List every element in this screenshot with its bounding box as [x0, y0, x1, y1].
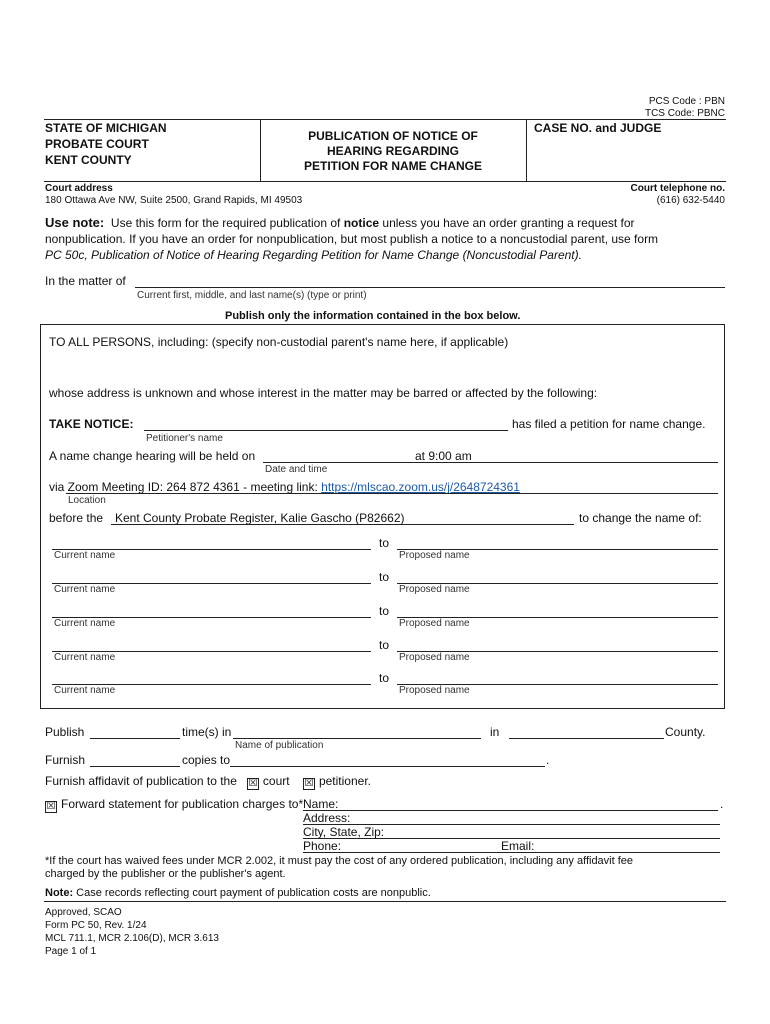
to-label-2: to — [379, 570, 390, 584]
header-bottom-rule — [44, 181, 726, 182]
proposed-name-caption-4: Proposed name — [399, 652, 470, 663]
forward-address-label: Address: — [303, 811, 351, 825]
copies-period: . — [546, 753, 550, 767]
affidavit-text: Furnish affidavit of publication to the — [45, 774, 237, 788]
zoom-link[interactable]: https://mlscao.zoom.us/j/2648724361 — [321, 480, 520, 494]
petitioner-name-input[interactable] — [144, 430, 508, 431]
hearing-text: A name change hearing will be held on — [49, 449, 256, 463]
proposed-name-caption-3: Proposed name — [399, 618, 470, 629]
form-title-line-3: PETITION FOR NAME CHANGE — [303, 159, 482, 173]
footer — [45, 906, 219, 958]
note-text: Case records reflecting court payment of publication costs are nonpublic. — [76, 887, 431, 899]
before-label: before the — [49, 511, 104, 525]
hearing-time: at 9:00 am — [415, 449, 472, 463]
footer-form-no: Form PC 50, Rev. 1/24 — [45, 920, 147, 931]
petitioner-caption: Petitioner's name — [146, 433, 223, 444]
copies-to-input[interactable] — [230, 766, 545, 767]
court-checkbox-label: court — [262, 774, 290, 788]
use-note — [45, 215, 735, 263]
header-divider-1 — [260, 119, 261, 181]
to-change-text: to change the name of: — [579, 511, 702, 525]
footer-rule — [44, 901, 726, 902]
whose-address-text: whose address is unknown and whose interest in the matter may be barred or affected by the following: — [49, 386, 598, 400]
affidavit-line — [45, 774, 371, 790]
note-line — [45, 887, 431, 899]
times-in-text: time(s) in — [182, 725, 232, 739]
location-line — [49, 480, 520, 494]
to-label-1: to — [379, 536, 390, 550]
forward-name-period: . — [720, 797, 724, 811]
petitioner-checkbox[interactable]: ☒ — [304, 778, 314, 789]
pcs-code: PCS Code : PBN — [648, 96, 725, 107]
matter-caption: Current first, middle, and last name(s) (type or print) — [137, 290, 367, 301]
use-note-line-2: nonpublication. If you have an order for nonpublication, but most publish a notice to a noncustodial parent, use form — [45, 232, 659, 246]
to-label-3: to — [379, 604, 390, 618]
use-note-bold-word: notice — [343, 216, 380, 230]
use-note-text-1: Use this form for the required publication of — [110, 216, 341, 230]
furnish-count-input[interactable] — [90, 766, 180, 767]
matter-input[interactable] — [135, 287, 725, 288]
waiver-line-1: *If the court has waived fees under MCR 2.002, it must pay the cost of any ordered publication, including any affidavit fee — [45, 855, 634, 867]
publish-label: Publish — [45, 725, 85, 739]
to-label-5: to — [379, 671, 390, 685]
use-note-text-2: unless you have an order granting a request for — [382, 216, 635, 230]
to-all-persons: TO ALL PERSONS, including: (specify non-custodial parent's name here, if applicable) — [49, 335, 509, 349]
proposed-name-caption-1: Proposed name — [399, 550, 470, 561]
form-title-line-1: PUBLICATION OF NOTICE OF — [308, 129, 478, 143]
forward-checkbox[interactable]: ☒ — [46, 801, 56, 812]
publication-name-caption: Name of publication — [235, 740, 324, 751]
court-address: 180 Ottawa Ave NW, Suite 2500, Grand Rapids, MI 49503 — [45, 195, 303, 206]
before-value: Kent County Probate Register, Kalie Gascho (P82662) — [115, 511, 405, 525]
court-phone-label: Court telephone no. — [630, 183, 725, 194]
note-label: Note: — [45, 887, 74, 899]
to-label-4: to — [379, 638, 390, 652]
use-note-line-3: PC 50c, Publication of Notice of Hearing Regarding Petition for Name Change (Noncustodial Parent). — [45, 248, 582, 262]
publish-only-heading: Publish only the information contained in the box below. — [225, 310, 521, 322]
form-title — [262, 129, 524, 174]
location-input[interactable] — [66, 493, 718, 494]
current-name-caption-5: Current name — [54, 685, 116, 696]
forward-phone-label: Phone: — [303, 839, 342, 853]
footer-page: Page 1 of 1 — [45, 946, 97, 957]
footer-approved: Approved, SCAO — [45, 907, 122, 918]
before-input[interactable] — [111, 524, 574, 525]
header-divider-2 — [526, 119, 527, 181]
copies-to-text: copies to — [182, 753, 231, 767]
proposed-name-caption-5: Proposed name — [399, 685, 470, 696]
use-note-label: Use note: — [45, 215, 105, 230]
forward-text: Forward statement for publication charges to* — [61, 797, 304, 811]
proposed-name-caption-2: Proposed name — [399, 584, 470, 595]
location-caption: Location — [68, 495, 106, 506]
court-line-1: STATE OF MICHIGAN — [45, 121, 167, 135]
publication-name-input[interactable] — [233, 738, 481, 739]
current-name-caption-4: Current name — [54, 652, 116, 663]
header-top-rule — [44, 119, 726, 120]
via-prefix: via Zoom Meeting ID: 264 872 4361 - meeting link: — [49, 480, 318, 494]
forward-city-label: City, State, Zip: — [303, 825, 385, 839]
court-phone: (616) 632-5440 — [656, 195, 725, 206]
court-line-2: PROBATE COURT — [45, 137, 149, 151]
footer-mcl: MCL 711.1, MCR 2.106(D), MCR 3.613 — [45, 933, 219, 944]
forward-line — [45, 797, 303, 813]
case-no-label: CASE NO. and JUDGE — [534, 121, 662, 135]
date-time-caption: Date and time — [265, 464, 328, 475]
forward-name-input[interactable] — [303, 810, 718, 811]
take-notice-label: TAKE NOTICE: — [49, 417, 134, 431]
current-name-caption-2: Current name — [54, 584, 116, 595]
forward-email-label: Email: — [501, 839, 535, 853]
tcs-code: TCS Code: PBNC — [644, 108, 725, 119]
court-checkbox[interactable]: ☒ — [248, 778, 258, 789]
county-text: County. — [665, 725, 706, 739]
form-title-line-2: HEARING REGARDING — [326, 144, 459, 158]
county-input[interactable] — [509, 738, 664, 739]
hearing-date-input[interactable] — [263, 462, 718, 463]
in-text: in — [490, 725, 500, 739]
current-name-caption-1: Current name — [54, 550, 116, 561]
current-name-caption-3: Current name — [54, 618, 116, 629]
court-address-label: Court address — [45, 183, 113, 194]
waiver-line-2: charged by the publisher or the publisher's agent. — [45, 868, 286, 880]
forward-phone-email-input[interactable] — [303, 852, 720, 853]
has-filed-text: has filed a petition for name change. — [512, 417, 706, 431]
forward-name-label: Name: — [303, 797, 339, 811]
petitioner-checkbox-label: petitioner. — [318, 774, 371, 788]
court-line-3: KENT COUNTY — [45, 153, 132, 167]
matter-label: In the matter of — [45, 274, 126, 288]
furnish-label: Furnish — [45, 753, 86, 767]
publish-times-input[interactable] — [90, 738, 180, 739]
